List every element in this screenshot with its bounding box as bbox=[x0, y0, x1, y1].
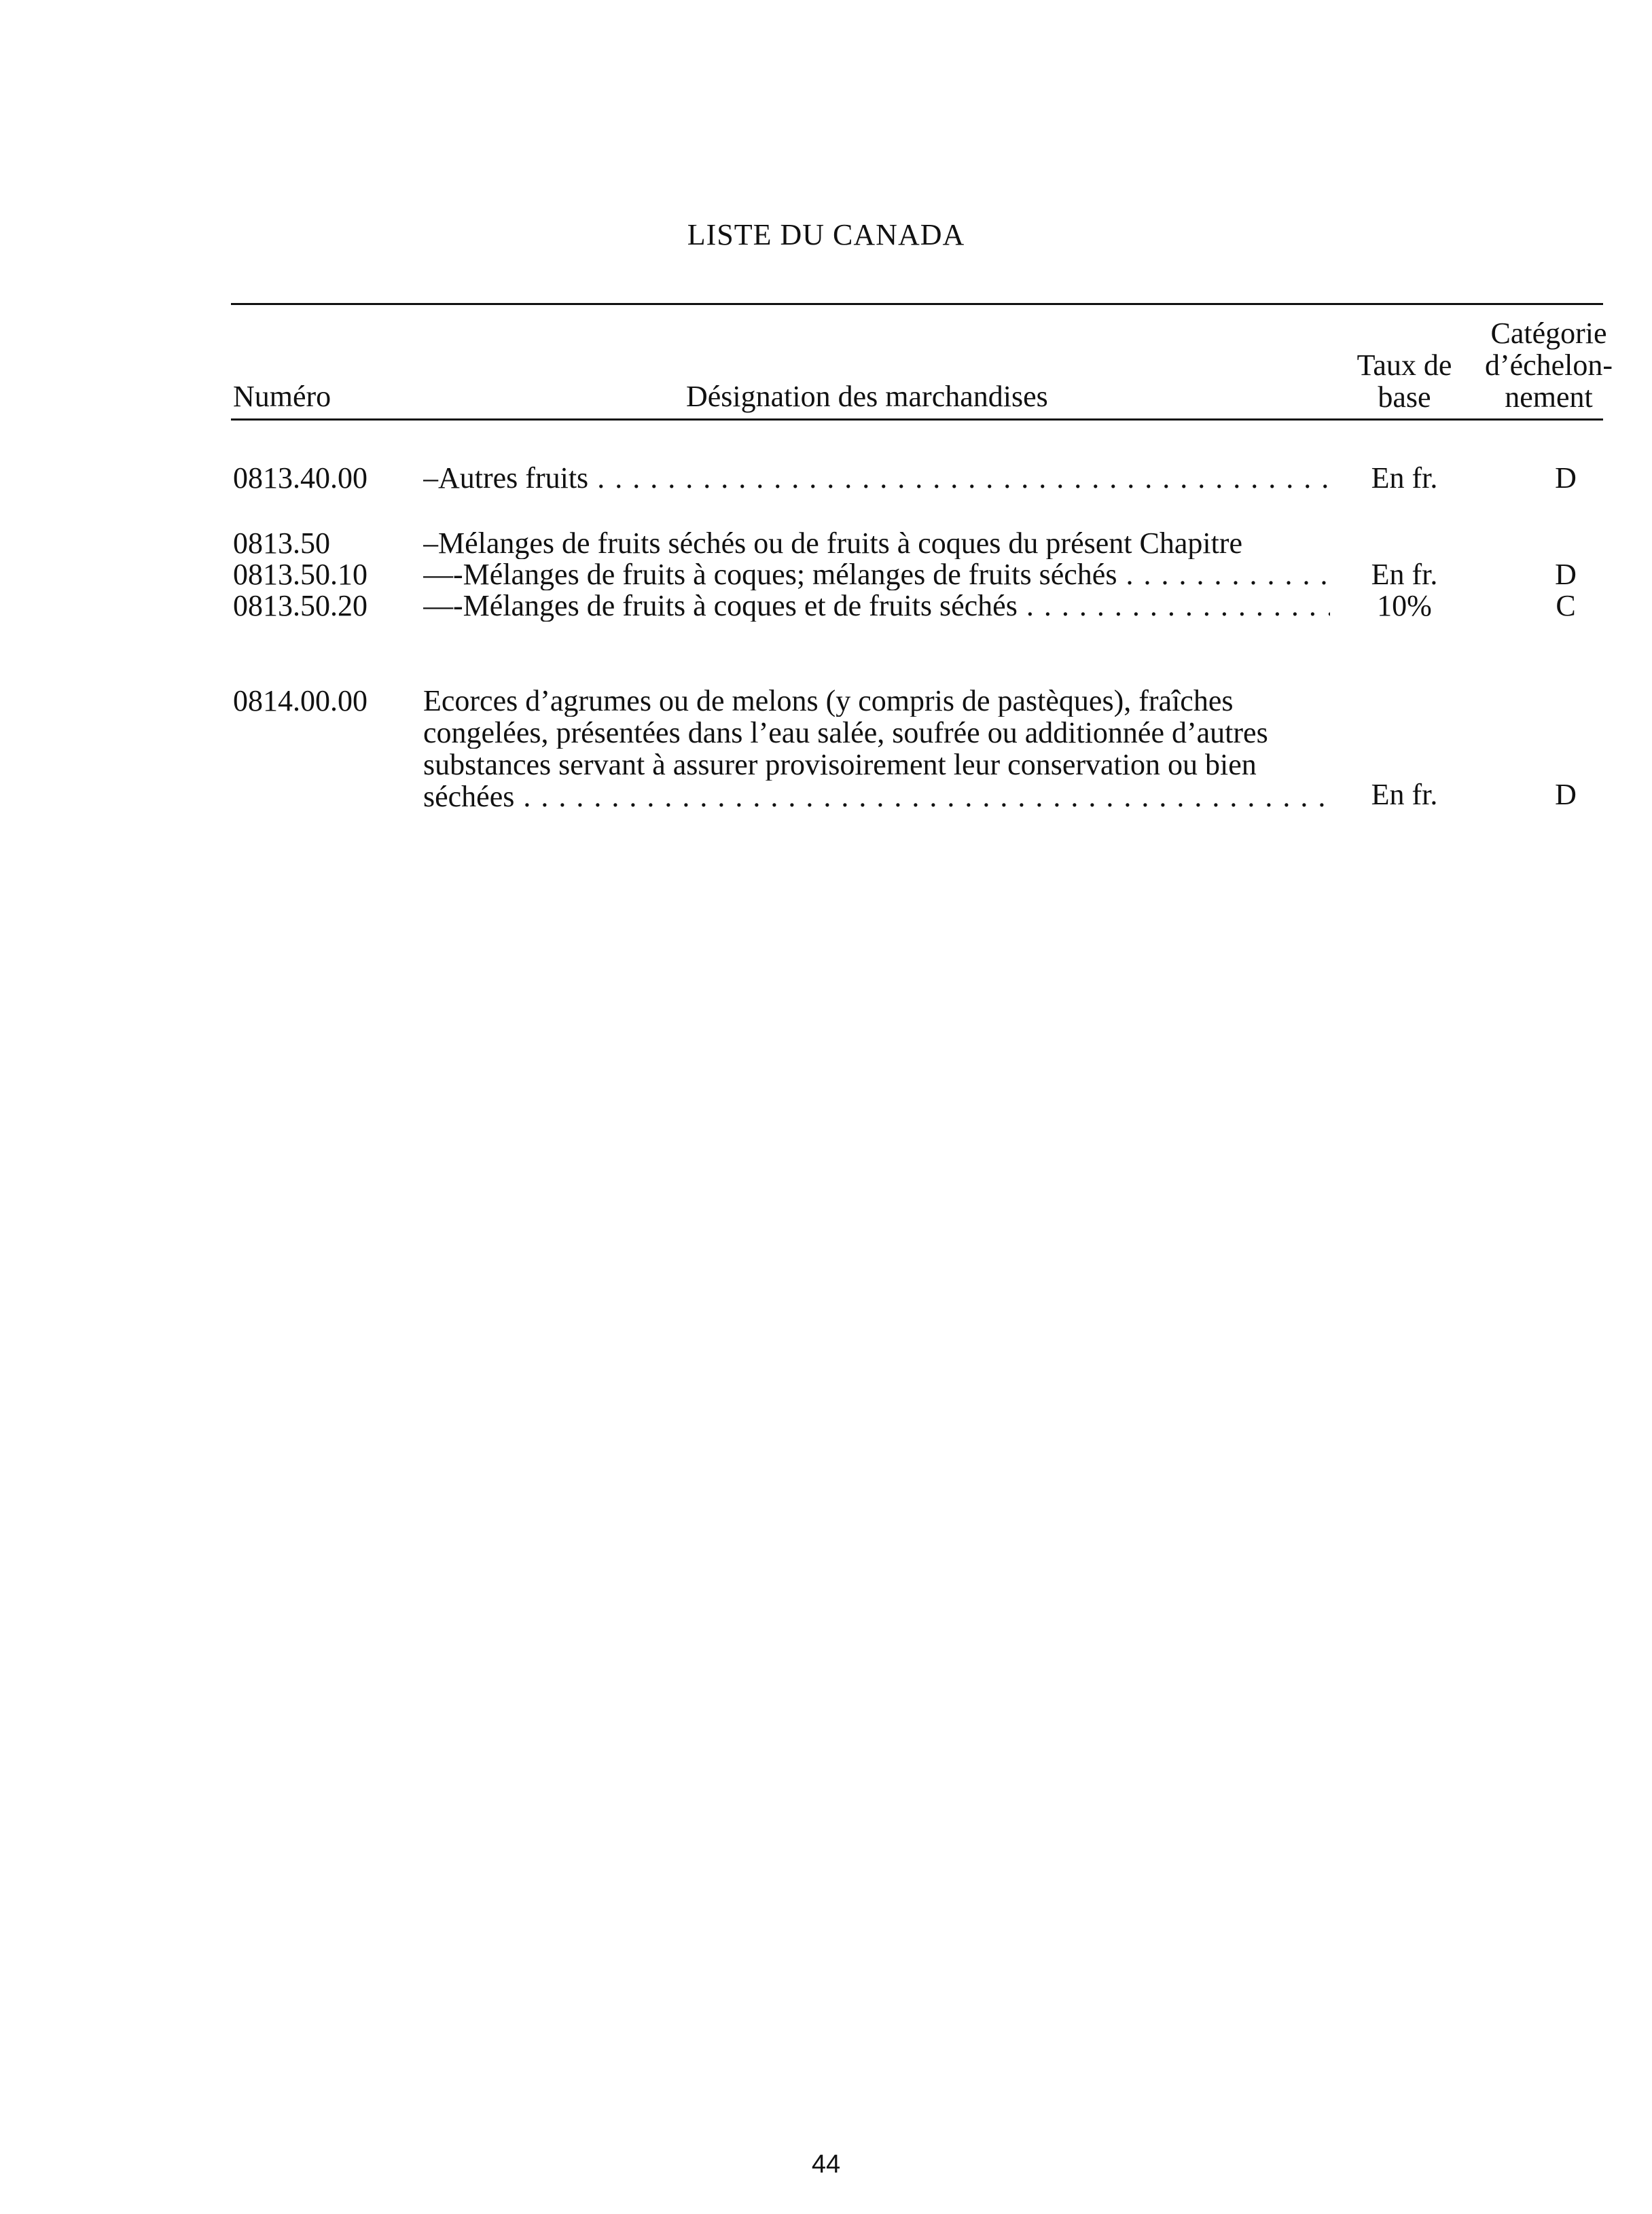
row-number: 0813.40.00 bbox=[233, 461, 367, 495]
row-description: –Mélanges de fruits séchés ou de fruits à coques du présent Chapitre bbox=[423, 527, 1242, 559]
page-number: 44 bbox=[811, 2150, 841, 2179]
row-staging-category: C bbox=[1556, 589, 1576, 622]
row-description: —-Mélanges de fruits à coques; mélanges de fruits séchés . . . bbox=[423, 558, 1330, 590]
table-top-rule bbox=[231, 303, 1603, 305]
header-staging-line1: Catégorie bbox=[1490, 317, 1607, 350]
description-line: substances servant à assurer provisoirement leur conservation ou bien bbox=[423, 749, 1257, 781]
table-header-rule bbox=[231, 418, 1603, 421]
row-base-rate: En fr. bbox=[1371, 461, 1438, 495]
header-base-rate-line2: base bbox=[1378, 380, 1431, 414]
leader-dots bbox=[1117, 558, 1330, 590]
description-line: Ecorces d’agrumes ou de melons (y compris de pastèques), fraîches bbox=[423, 685, 1234, 717]
header-base-rate-line1: Taux de bbox=[1357, 349, 1452, 382]
header-number: Numéro bbox=[233, 380, 331, 413]
leader-dots bbox=[1018, 590, 1330, 622]
row-number: 0814.00.00 bbox=[233, 684, 367, 717]
row-base-rate: En fr. bbox=[1371, 558, 1438, 591]
leader-dots bbox=[514, 781, 1330, 813]
row-base-rate: 10% bbox=[1377, 589, 1432, 622]
row-number: 0813.50.20 bbox=[233, 589, 367, 622]
leader-dots bbox=[588, 462, 1330, 494]
row-number: 0813.50 bbox=[233, 526, 330, 560]
header-description: Désignation des marchandises bbox=[686, 380, 1048, 413]
header-base-rate bbox=[1345, 349, 1464, 413]
description-line: congelées, présentées dans l’eau salée, soufrée ou additionnée d’autres bbox=[423, 717, 1268, 749]
row-staging-category: D bbox=[1555, 461, 1577, 495]
row-description: –Autres fruits . . . bbox=[423, 462, 1330, 494]
row-staging-category: D bbox=[1555, 778, 1577, 811]
header-staging-line2: d’échelon- bbox=[1484, 349, 1613, 382]
description-line: séchées . . . bbox=[423, 781, 1330, 813]
row-description bbox=[423, 685, 1330, 813]
row-staging-category: D bbox=[1555, 558, 1577, 591]
header-staging-category bbox=[1481, 317, 1617, 413]
row-number: 0813.50.10 bbox=[233, 558, 367, 591]
header-staging-line3: nement bbox=[1505, 380, 1593, 414]
row-description: —-Mélanges de fruits à coques et de fruits séchés . . . bbox=[423, 590, 1330, 622]
row-base-rate: En fr. bbox=[1371, 778, 1438, 811]
page-title: LISTE DU CANADA bbox=[687, 218, 965, 251]
